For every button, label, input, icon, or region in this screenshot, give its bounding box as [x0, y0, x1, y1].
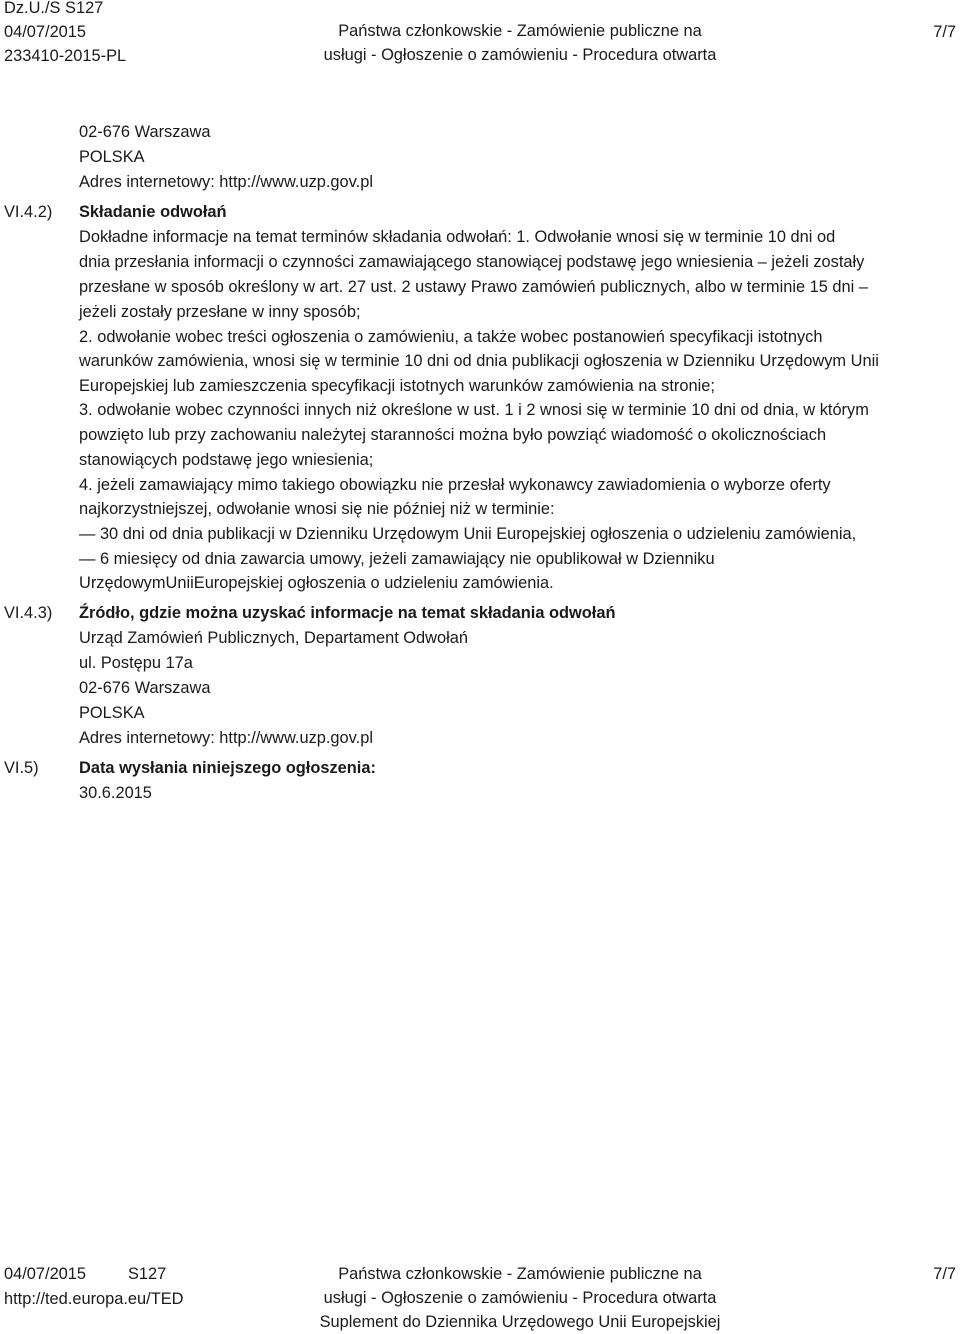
- header-journal: Dz.U./S S127: [4, 0, 104, 17]
- header-title-line2: usługi - Ogłoszenie o zamówieniu - Procedura otwarta: [323, 46, 717, 64]
- body-line: UrzędowymUniiEuropejskiej ogłoszenia o udzieleniu zamówienia.: [79, 574, 554, 592]
- info-source-country: POLSKA: [79, 704, 145, 722]
- page-header: [0, 0, 960, 70]
- address-country: POLSKA: [79, 148, 145, 166]
- address-web: [79, 172, 373, 192]
- section-number-vi-4-2: VI.4.2): [4, 203, 53, 221]
- body-line: 2. odwołanie wobec treści ogłoszenia o zamówieniu, a także wobec postanowień specyfikacji istotnych: [79, 328, 823, 346]
- body-line: — 6 miesięcy od dnia zawarcia umowy, jeżeli zamawiający nie opublikował w Dzienniku: [79, 550, 715, 568]
- section-heading-dispatch-date: Data wysłania niniejszego ogłoszenia:: [79, 759, 376, 777]
- page-footer: [0, 1264, 960, 1334]
- footer-title-line1: Państwa członkowskie - Zamówienie publiczne na: [338, 1265, 702, 1283]
- footer-title-line2: usługi - Ogłoszenie o zamówieniu - Procedura otwarta: [323, 1289, 717, 1307]
- info-source-web: [79, 728, 373, 748]
- header-date: 04/07/2015: [4, 23, 87, 41]
- info-source-web-link[interactable]: http://www.uzp.gov.pl: [219, 729, 373, 747]
- footer-title-line3: Suplement do Dziennika Urzędowego Unii Europejskiej: [319, 1313, 721, 1331]
- body-line: warunków zamówienia, wnosi się w terminie 10 dni od dnia publikacji ogłoszenia w Dzienniku Urzędowym Unii: [79, 352, 879, 370]
- info-source-city: 02-676 Warszawa: [79, 679, 211, 697]
- address-city: 02-676 Warszawa: [79, 123, 211, 141]
- section-heading-review-procedures: Składanie odwołań: [79, 203, 227, 221]
- footer-page-number: 7/7: [933, 1265, 956, 1283]
- body-line: dnia przesłania informacji o czynności zamawiającego stanowiącej podstawę jego wniesienia – jeżeli zostały: [79, 253, 865, 271]
- body-line: 3. odwołanie wobec czynności innych niż określone w ust. 1 i 2 wnosi się w terminie 10 dni od dnia, w którym: [79, 401, 869, 419]
- info-source-web-label: Adres internetowy:: [79, 729, 220, 747]
- body-line: przesłane w sposób określony w art. 27 ust. 2 ustawy Prawo zamówień publicznych, albo w terminie 15 dni –: [79, 278, 868, 296]
- address-web-label: Adres internetowy:: [79, 173, 220, 191]
- section-number-vi-5: VI.5): [4, 759, 39, 777]
- body-line: najkorzystniejszej, odwołanie wnosi się nie później niż w terminie:: [79, 500, 555, 518]
- header-page-number: 7/7: [933, 23, 956, 41]
- info-source-org: Urząd Zamówień Publicznych, Departament Odwołań: [79, 629, 468, 647]
- footer-journal: S127: [128, 1265, 167, 1283]
- section-heading-info-source: Źródło, gdzie można uzyskać informacje na temat składania odwołań: [79, 604, 616, 622]
- body-line: Dokładne informacje na temat terminów składania odwołań: 1. Odwołanie wnosi się w terminie 10 dni od: [79, 228, 836, 246]
- header-title-line1: Państwa członkowskie - Zamówienie publiczne na: [338, 22, 702, 40]
- info-source-street: ul. Postępu 17a: [79, 654, 193, 672]
- footer-ted-link[interactable]: http://ted.europa.eu/TED: [4, 1290, 184, 1308]
- body-line: powzięto lub przy zachowaniu należytej staranności można było powziąć wiadomość o okolicznościach: [79, 426, 827, 444]
- header-doc-id: 233410-2015-PL: [4, 47, 127, 65]
- body-line: stanowiących podstawę jego wniesienia;: [79, 451, 374, 469]
- address-web-link[interactable]: http://www.uzp.gov.pl: [219, 173, 373, 191]
- footer-date: 04/07/2015: [4, 1265, 87, 1283]
- section-number-vi-4-3: VI.4.3): [4, 604, 53, 622]
- body-line: 4. jeżeli zamawiający mimo takiego obowiązku nie przesłał wykonawcy zawiadomienia o wyborze oferty: [79, 476, 831, 494]
- dispatch-date: 30.6.2015: [79, 784, 152, 802]
- body-line: jeżeli zostały przesłane w inny sposób;: [79, 303, 361, 321]
- body-line: Europejskiej lub zamieszczenia specyfikacji istotnych warunków zamówienia na stronie;: [79, 377, 715, 395]
- body-line: — 30 dni od dnia publikacji w Dzienniku Urzędowym Unii Europejskiej ogłoszenia o udzieleniu zamówienia,: [79, 525, 857, 543]
